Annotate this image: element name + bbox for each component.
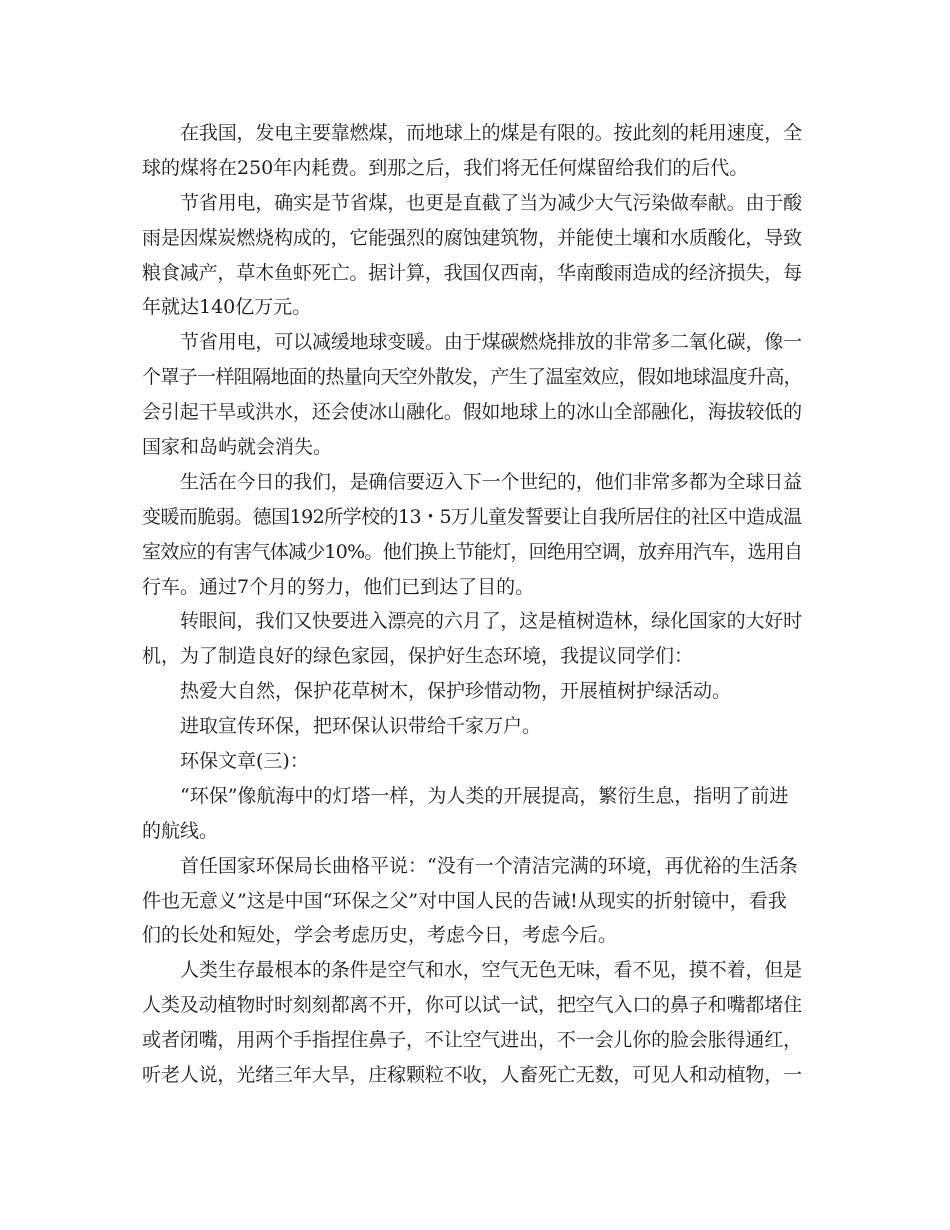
text-line: 会引起干旱或洪水，还会使冰山融化。假如地球上的冰山全部融化，海拔较低的 — [142, 401, 803, 424]
text-line: 球的煤将在250年内耗费。到那之后，我们将无任何煤留给我们的后代。 — [142, 156, 749, 179]
text-line: 变暖而脆弱。德国192所学校的13・5万儿童发誓要让自我所居住的社区中造成温 — [142, 505, 802, 528]
text-line: 雨是因煤炭燃烧构成的，它能强烈的腐蚀建筑物，并能使土壤和水质酸化，导致 — [142, 226, 803, 249]
text-line: 进取宣传环保，把环保认识带给千家万户。 — [180, 715, 542, 738]
text-line: 热爱大自然，保护花草树木，保护珍惜动物，开展植树护绿活动。 — [180, 680, 732, 703]
text-line: 们的长处和短处，学会考虑历史，考虑今日，考虑今后。 — [142, 924, 618, 947]
text-line: 室效应的有害气体减少10%。他们换上节能灯，回绝用空调，放弃用汽车，选用自 — [142, 540, 803, 563]
text-line: 环保文章(三)： — [180, 750, 309, 773]
text-line: 年就达140亿万元。 — [142, 296, 312, 319]
text-line: 人类生存最根本的条件是空气和水，空气无色无味，看不见，摸不着，但是 — [180, 959, 803, 982]
text-line: 人类及动植物时时刻刻都离不开，你可以试一试，把空气入口的鼻子和嘴都堵住 — [142, 994, 803, 1017]
text-line: 机，为了制造良好的绿色家园，保护好生态环境，我提议同学们： — [142, 645, 694, 668]
text-line: 节省用电，可以减缓地球变暖。由于煤碳燃烧排放的非常多二氧化碳，像一 — [180, 331, 803, 354]
text-line: 国家和岛屿就会消失。 — [142, 436, 333, 459]
text-line: 或者闭嘴，用两个手指捏住鼻子，不让空气进出，不一会儿你的脸会胀得通红， — [142, 1029, 803, 1052]
text-line: 听老人说，光绪三年大旱，庄稼颗粒不收，人畜死亡无数，可见人和动植物，一 — [142, 1064, 803, 1087]
text-line: 生活在今日的我们，是确信要迈入下一个世纪的，他们非常多都为全球日益 — [180, 470, 803, 493]
text-line: 在我国，发电主要靠燃煤，而地球上的煤是有限的。按此刻的耗用速度，全 — [180, 122, 803, 144]
text-line: 的航线。 — [142, 819, 219, 842]
text-line: 件也无意义”这是中国“环保之父”对中国人民的告诫!从现实的折射镜中，看我 — [142, 889, 787, 912]
document-body — [142, 116, 802, 1093]
text-line: 首任国家环保局长曲格平说：“没有一个清洁完满的环境，再优裕的生活条 — [180, 854, 798, 877]
text-line: 行车。通过7个月的努力，他们已到达了目的。 — [142, 575, 535, 598]
text-line: “环保”像航海中的灯塔一样，为人类的开展提高，繁衍生息，指明了前进 — [180, 784, 789, 807]
text-line: 个罩子一样阻隔地面的热量向天空外散发，产生了温室效应，假如地球温度升高， — [142, 366, 803, 389]
text-line: 转眼间，我们又快要进入漂亮的六月了，这是植树造林，绿化国家的大好时 — [180, 610, 803, 633]
text-line: 节省用电，确实是节省煤，也更是直截了当为减少大气污染做奉献。由于酸 — [180, 191, 803, 214]
text-line: 粮食减产，草木鱼虾死亡。据计算，我国仅西南，华南酸雨造成的经济损失，每 — [142, 261, 803, 284]
